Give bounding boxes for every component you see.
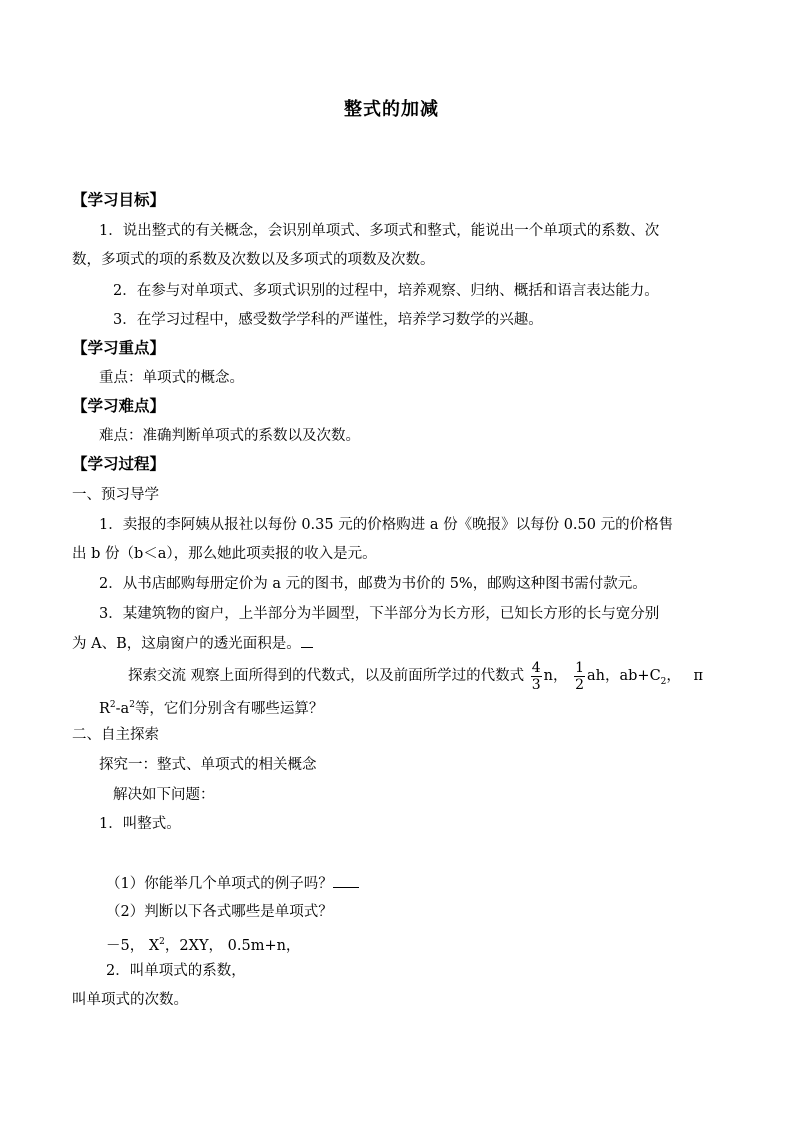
superscript: 2 bbox=[129, 700, 135, 710]
difficulty-heading: 【学习难点】 bbox=[72, 396, 166, 415]
key-points-text: 重点：单项式的概念。 bbox=[99, 370, 244, 386]
fraction-numerator: 1 bbox=[575, 659, 585, 676]
expr-r: R bbox=[99, 700, 110, 717]
item-3: 叫单项式的次数。 bbox=[72, 992, 188, 1008]
question-2: 2．从书店邮购每册定价为 a 元的图书，邮费为书价的 5%，邮购这种图书需付款元。 bbox=[99, 576, 647, 592]
sub-question-1-text: （1）你能举几个单项式的例子吗？ bbox=[106, 876, 333, 892]
process-heading: 【学习过程】 bbox=[72, 454, 166, 473]
goal-3: 3．在学习过程中，感受数学学科的严谨性，培养学习数学的兴趣。 bbox=[113, 312, 543, 328]
expr-part-b: ，2XY， 0.5m+n， bbox=[164, 937, 301, 954]
expr-n: n， bbox=[543, 668, 568, 684]
superscript: 2 bbox=[109, 700, 116, 710]
answer-blank bbox=[301, 633, 313, 648]
comma: ， bbox=[666, 668, 681, 684]
goal-1-line-1: 1．说出整式的有关概念，会识别单项式、多项式和整式，能说出一个单项式的系数、次 bbox=[99, 223, 660, 239]
goal-2: 2．在参与对单项式、多项式识别的过程中，培养观察、归纳、概括和语言表达能力。 bbox=[113, 283, 659, 299]
explore-1-heading: 探究一：整式、单项式的相关概念 bbox=[99, 757, 317, 773]
key-points-heading: 【学习重点】 bbox=[72, 338, 166, 357]
superscript: 2 bbox=[159, 937, 165, 947]
question-3-line-1: 3．某建筑物的窗户，上半部分为半圆型，下半部分为长方形，已知长方形的长与宽分别 bbox=[99, 606, 660, 622]
solve-prompt: 解决如下问题： bbox=[113, 787, 215, 803]
goal-1-line-2: 数，多项式的项的系数及次数以及多项式的项数及次数。 bbox=[72, 252, 435, 268]
fraction-one-half bbox=[574, 661, 585, 692]
expr-part-a: －5， X bbox=[106, 937, 160, 954]
question-3-line-2 bbox=[72, 633, 313, 654]
fraction-denominator: 2 bbox=[575, 676, 585, 693]
item-2: 2．叫单项式的系数， bbox=[106, 963, 246, 979]
question-1-line-2: 出 b 份（b＜a），那么她此项卖报的收入是元。 bbox=[72, 546, 377, 562]
item-1: 1．叫整式。 bbox=[99, 816, 181, 832]
explore-line-2 bbox=[99, 695, 323, 719]
part-1-heading: 一、预习导学 bbox=[72, 487, 159, 503]
part-2-heading: 二、自主探索 bbox=[72, 727, 159, 743]
goals-heading: 【学习目标】 bbox=[72, 190, 166, 209]
pi-symbol: π bbox=[693, 668, 704, 684]
sub-question-1 bbox=[106, 873, 359, 894]
difficulty-text: 难点：准确判断单项式的系数以及次数。 bbox=[99, 428, 360, 444]
sub-question-2: （2）判断以下各式哪些是单项式？ bbox=[106, 904, 333, 920]
question-3-text: 为 A、B，这扇窗户的透光面积是。 bbox=[72, 636, 301, 652]
page-title: 整式的加减 bbox=[344, 99, 439, 120]
explore-text: 探索交流 观察上面所得到的代数式，以及前面所学过的代数式 bbox=[128, 668, 525, 684]
explore-question: 等，它们分别含有哪些运算？ bbox=[134, 700, 324, 717]
expressions-list bbox=[106, 932, 300, 956]
expr-ah: ah，ab+C bbox=[587, 668, 661, 684]
fraction-denominator: 3 bbox=[531, 676, 541, 693]
explore-exchange-line bbox=[128, 659, 703, 699]
fraction-four-thirds bbox=[531, 661, 542, 692]
answer-blank bbox=[333, 873, 359, 888]
fraction-numerator: 4 bbox=[531, 659, 541, 676]
question-1-line-1: 1．卖报的李阿姨从报社以每份 0.35 元的价格购进 a 份《晚报》以每份 0.50 元的价格售 bbox=[99, 517, 674, 533]
expr-minus-a: -a bbox=[115, 700, 130, 717]
subscript: 2 bbox=[660, 676, 667, 687]
